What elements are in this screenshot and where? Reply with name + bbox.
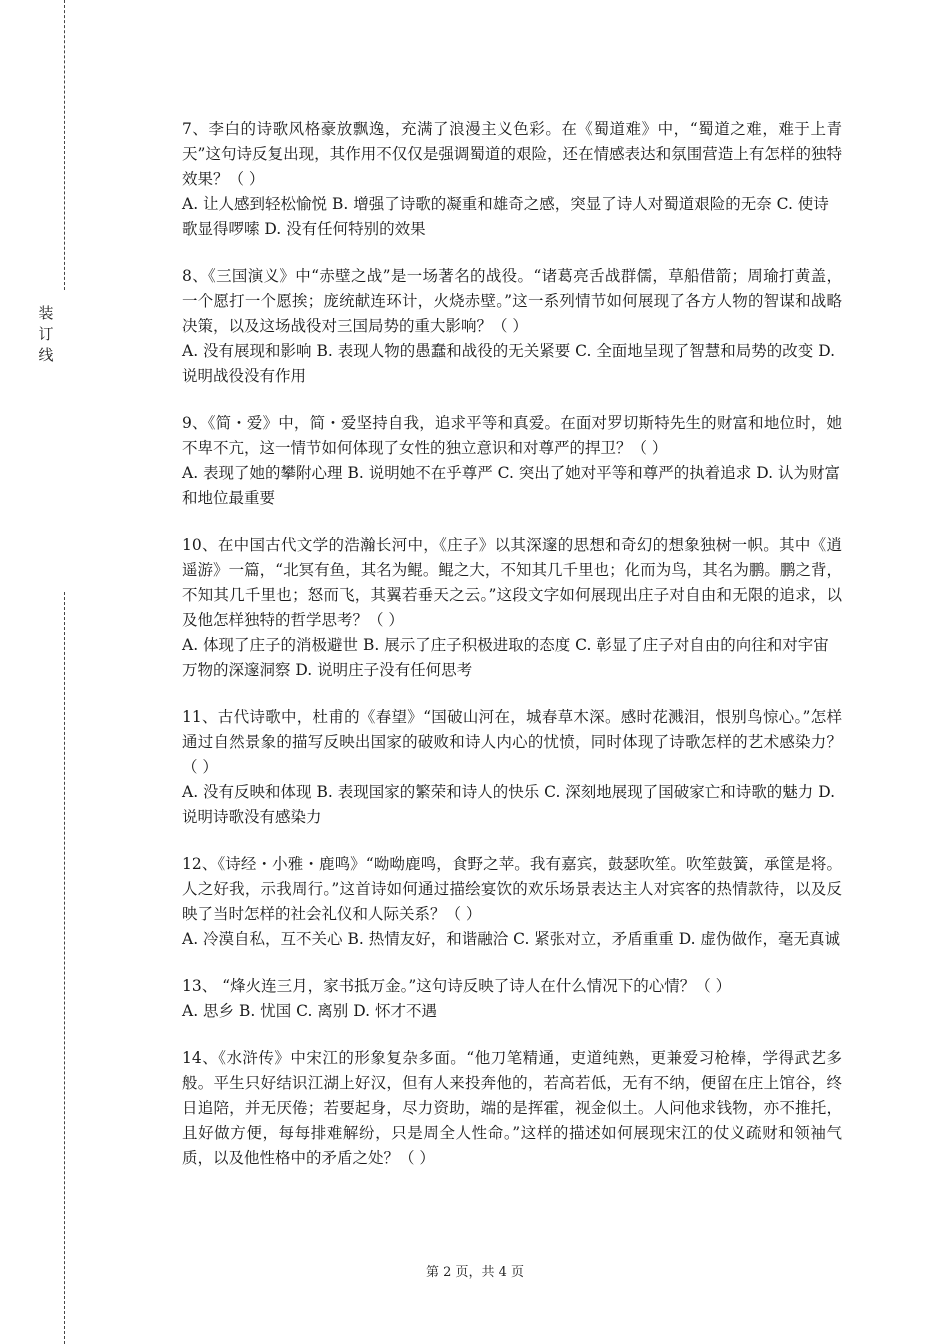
binding-dashed-line-bottom — [64, 592, 65, 1344]
question-8 — [182, 264, 842, 389]
question-7 — [182, 117, 842, 242]
binding-label-char: 装 — [38, 304, 54, 322]
question-options: A. 没有反映和体现 B. 表现国家的繁荣和诗人的快乐 C. 深刻地展现了国破家亡和诗歌的魅力 D. 说明诗歌没有感染力 — [182, 783, 836, 826]
question-stem: 13、 “烽火连三月，家书抵万金。”这句诗反映了诗人在什么情况下的心情？（ ） — [182, 977, 732, 995]
question-stem: 14、《水浒传》中宋江的形象复杂多面。“他刀笔精通，吏道纯熟，更兼爱习枪棒，学得武艺多般。平生只好结识江湖上好汉，但有人来投奔他的，若高若低，无有不纳，便留在庄上馆谷，终日追陪，并无厌倦；若要起身，尽力资助，端的是挥霍，视金似土。人问他求钱物，亦不推托，且好做方便，每每排难解纷，只是周全人性命。”这样的描述如何展现宋江的仗义疏财和领袖气质，以及他性格中的矛盾之处？（ ） — [182, 1049, 842, 1167]
question-options: A. 冷漠自私，互不关心 B. 热情友好，和谐融洽 C. 紧张对立，矛盾重重 D. 虚伪做作，毫无真诚 — [182, 930, 840, 948]
question-10 — [182, 533, 842, 683]
page-number-footer: 第 2 页，共 4 页 — [425, 1265, 525, 1280]
question-stem: 10、在中国古代文学的浩瀚长河中，《庄子》以其深邃的思想和奇幻的想象独树一帜。其中《逍遥游》一篇，“北冥有鱼，其名为鲲。鲲之大，不知其几千里也；化而为鸟，其名为鹏。鹏之背，不知其几千里也；怒而飞，其翼若垂天之云。”这段文字如何展现出庄子对自由和无限的追求，以及他怎样独特的哲学思考？（ ） — [182, 536, 842, 629]
question-options: A. 没有展现和影响 B. 表现人物的愚蠢和战役的无关紧要 C. 全面地呈现了智慧和局势的改变 D. 说明战役没有作用 — [182, 342, 836, 385]
binding-label-char: 订 — [38, 325, 54, 343]
question-options: A. 让人感到轻松愉悦 B. 增强了诗歌的凝重和雄奇之感，突显了诗人对蜀道艰险的无奈 C. 使诗歌显得啰嗦 D. 没有任何特别的效果 — [182, 195, 829, 238]
question-11 — [182, 705, 842, 830]
question-stem: 7、李白的诗歌风格豪放飘逸，充满了浪漫主义色彩。在《蜀道难》中，“蜀道之难，难于上青天”这句诗反复出现，其作用不仅仅是强调蜀道的艰险，还在情感表达和氛围营造上有怎样的独特效果？（ ） — [182, 120, 842, 188]
binding-line-label — [37, 303, 55, 366]
question-stem: 12、《诗经・小雅・鹿鸣》“呦呦鹿鸣，食野之苹。我有嘉宾，鼓瑟吹笙。吹笙鼓簧，承筐是将。人之好我，示我周行。”这首诗如何通过描绘宴饮的欢乐场景表达主人对宾客的热情款待，以及反映了当时怎样的社会礼仪和人际关系？（ ） — [182, 855, 842, 923]
question-options: A. 体现了庄子的消极避世 B. 展示了庄子积极进取的态度 C. 彰显了庄子对自由的向往和对宇宙万物的深邃洞察 D. 说明庄子没有任何思考 — [182, 636, 829, 679]
binding-dashed-line-top — [64, 0, 65, 290]
question-stem: 9、《简・爱》中，简・爱坚持自我，追求平等和真爱。在面对罗切斯特先生的财富和地位时，她不卑不亢，这一情节如何体现了女性的独立意识和对尊严的捍卫？（ ） — [182, 414, 842, 457]
question-14 — [182, 1046, 842, 1171]
question-list — [182, 117, 842, 1193]
question-13 — [182, 974, 842, 1024]
question-options: A. 思乡 B. 忧国 C. 离别 D. 怀才不遇 — [182, 1002, 437, 1020]
question-12 — [182, 852, 842, 952]
question-options: A. 表现了她的攀附心理 B. 说明她不在乎尊严 C. 突出了她对平等和尊严的执着追求 D. 认为财富和地位最重要 — [182, 464, 840, 507]
binding-label-char: 线 — [38, 346, 54, 364]
question-9 — [182, 411, 842, 511]
question-stem: 8、《三国演义》中“赤壁之战”是一场著名的战役。“诸葛亮舌战群儒，草船借箭；周瑜打黄盖，一个愿打一个愿挨；庞统献连环计，火烧赤壁。”这一系列情节如何展现了各方人物的智谋和战略决策，以及这场战役对三国局势的重大影响？（ ） — [182, 267, 842, 335]
question-stem: 11、古代诗歌中，杜甫的《春望》“国破山河在，城春草木深。感时花溅泪，恨别鸟惊心。”怎样通过自然景象的描写反映出国家的破败和诗人内心的忧愤，同时体现了诗歌怎样的艺术感染力？（ ） — [182, 708, 842, 776]
